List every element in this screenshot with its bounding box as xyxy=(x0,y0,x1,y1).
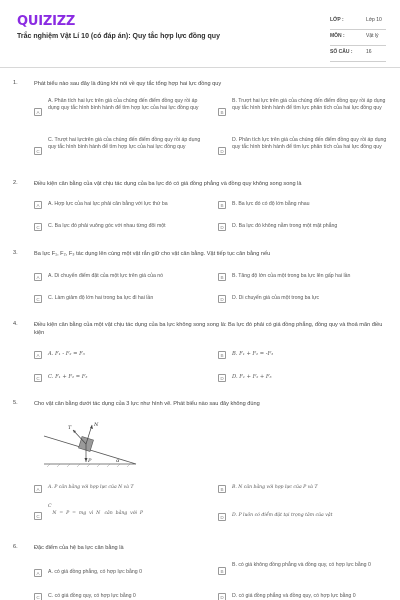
option-letter-box: A xyxy=(34,485,42,493)
option-text: C. Ba lực đó phải vuông góc với nhau từng đôi một xyxy=(48,223,166,229)
option-letter-box: D xyxy=(218,147,226,155)
label-t: T xyxy=(68,425,72,431)
label-n: N xyxy=(94,422,99,428)
option-letter-box: C xyxy=(34,295,42,303)
meta-label: MÔN : xyxy=(330,33,345,39)
option-letter-box: A xyxy=(34,569,42,577)
option-letter-box: D xyxy=(218,223,226,231)
option-6c[interactable] xyxy=(34,590,204,600)
option-letter-box: A xyxy=(34,351,42,359)
meta-table xyxy=(330,14,386,62)
option-letter-box: D xyxy=(218,374,226,382)
option-4a[interactable] xyxy=(34,348,204,363)
meta-label: LỚP : xyxy=(330,17,344,23)
option-3c[interactable] xyxy=(34,292,204,307)
option-text: B. Tăng độ lớn của một trong ba lực lên gấp hai lần xyxy=(232,273,351,279)
option-2c[interactable] xyxy=(34,220,204,235)
question-number: 1. xyxy=(13,80,18,86)
meta-row-subject xyxy=(330,30,386,46)
question-stem: Cho vật cân bằng dưới tác dụng của 3 lực như hình vẽ. Phát biểu nào sau đây không đúng xyxy=(34,401,260,407)
option-letter-box: A xyxy=(34,273,42,281)
option-letter-box: C xyxy=(34,147,42,155)
option-letter-box: D xyxy=(218,513,226,521)
option-text: C. Làm giảm độ lớn hai trong ba lực đi hai lần xyxy=(48,295,154,301)
question-stem: Điều kiện cân bằng của vật chịu tác dụng của ba lực đó có giá đồng phẳng và đồng quy không song song là xyxy=(34,181,302,187)
question-number: 4. xyxy=(13,321,18,327)
option-letter-box: B xyxy=(218,485,226,493)
question-stem: Điều kiện cân bằng của một vật chịu tác dụng của ba lực không song song là: Ba lực đó phải có giá đồng phẳng, đồng quy và thoả mãn điều kiện xyxy=(34,322,383,336)
option-2b[interactable] xyxy=(218,198,388,213)
incline-hatch xyxy=(47,464,130,467)
option-letter-box: B xyxy=(218,108,226,116)
option-text: A. Phân tích hai lực trên giá của chúng đến điểm đồng quy rồi áp dụng quy tắc hình bình hành để tìm hợp lực của hai lực đồng quy xyxy=(48,98,199,111)
question-stem: Phát biểu nào sau đây là đúng khi nói về quy tắc tổng hợp hai lực đồng quy xyxy=(34,81,222,87)
label-alpha: α xyxy=(116,458,120,464)
option-text: D. P luôn có điểm đặt tại trọng tâm của vật xyxy=(232,513,333,518)
option-4d[interactable] xyxy=(218,371,388,386)
option-letter-box: C xyxy=(34,512,42,520)
option-4b[interactable] xyxy=(218,348,388,363)
option-letter-box: A xyxy=(34,108,42,116)
meta-value: Vật lý xyxy=(366,33,379,39)
option-text: D. có giá đồng phẳng và đồng quy, có hợp lực bằng 0 xyxy=(232,593,356,599)
option-5c[interactable] xyxy=(34,504,204,528)
option-letter-box: D xyxy=(218,295,226,303)
option-text: D. Ba lực đó không nằm trong một mặt phẳng xyxy=(232,223,338,229)
option-letter-box: B xyxy=(218,351,226,359)
question-number: 2. xyxy=(13,180,18,186)
option-letter-box: C xyxy=(34,593,42,600)
option-5b[interactable] xyxy=(218,482,388,497)
force-f3: F₃ xyxy=(68,251,75,257)
quizizz-logo[interactable]: QUIZIZZ xyxy=(17,14,76,29)
option-letter-box: C xyxy=(34,223,42,231)
meta-row-count xyxy=(330,46,386,62)
meta-value: Lớp 10 xyxy=(366,17,382,23)
option-1b[interactable] xyxy=(218,98,388,126)
option-text: B. N cân bằng với hợp lực của P và T xyxy=(232,485,318,490)
question-number: 5. xyxy=(13,400,18,406)
option-6d[interactable] xyxy=(218,590,388,600)
question-number: 3. xyxy=(13,250,18,256)
question-stem: Đặc điểm của hệ ba lực cân bằng là xyxy=(34,545,124,551)
option-text: D. F₁ + F₂ + F₃ xyxy=(232,374,272,380)
meta-label: SỐ CÂU : xyxy=(330,49,353,55)
option-text: A. Hợp lực của hai lực phải cân bằng với lực thứ ba xyxy=(48,201,168,207)
incline-force-diagram xyxy=(40,420,140,468)
option-text: D. Di chuyển giá của một trong ba lực xyxy=(232,295,320,301)
option-text: B. có giá không đồng phẳng và đồng quy, có hợp lực bằng 0 xyxy=(232,562,371,568)
option-1d[interactable] xyxy=(218,137,388,165)
option-text: D. Phân tích lực trên giá của chúng đến điểm đồng quy rồi áp dụng quy tắc hình bình hành để tìm lực phân tích của hai lực đồng quy xyxy=(232,137,387,150)
option-text: B. F₁ + F₂ = -F₃ xyxy=(232,351,274,357)
page-title: Trắc nghiệm Vật Lí 10 (có đáp án): Quy tắc hợp lực đồng quy xyxy=(17,33,220,40)
option-3d[interactable] xyxy=(218,292,388,307)
option-5a[interactable] xyxy=(34,482,204,497)
option-letter-box: C xyxy=(34,374,42,382)
force-f1: F₁ xyxy=(51,251,58,257)
option-6b[interactable] xyxy=(218,562,388,580)
force-f2: F₂ xyxy=(60,251,66,257)
meta-row-class xyxy=(330,14,386,30)
option-3b[interactable] xyxy=(218,270,388,285)
option-4c[interactable] xyxy=(34,371,204,386)
option-3a[interactable] xyxy=(34,270,204,285)
meta-value: 16 xyxy=(366,49,372,55)
option-text: A. P cân bằng với hợp lực của N và T xyxy=(48,485,134,490)
option-text: C. Trượt hai lựctrên giá của chúng đến điểm đồng quy rồi áp dụng quy tắc hình bình hành để tìm hợp lực của hai lực đồng quy xyxy=(48,137,201,150)
option-2d[interactable] xyxy=(218,220,388,235)
option-1a[interactable] xyxy=(34,98,204,126)
worksheet-header xyxy=(0,0,400,66)
option-text: B. Trượt hai lực trên giá của chúng đến điểm đồng quy rồi áp dụng quy tắc hình bình hành để tìm lực phân tích của hai lực đồng quy xyxy=(232,98,386,111)
option-text: C. có giá đồng quy, có hợp lực bằng 0 xyxy=(48,593,136,599)
option-text: A. Di chuyển điểm đặt của một lực trên giá của nó xyxy=(48,273,164,279)
option-6a[interactable] xyxy=(34,566,204,581)
option-letter-box: B xyxy=(218,201,226,209)
option-text: A. F₁ - F₂ = F₃ xyxy=(48,351,85,357)
question-number: 6. xyxy=(13,544,18,550)
header-divider xyxy=(0,67,400,68)
option-2a[interactable] xyxy=(34,198,204,213)
option-text: C N = P = mg vì N cân bằng với P xyxy=(48,504,144,516)
option-text: B. Ba lực đó có độ lớn bằng nhau xyxy=(232,201,310,207)
option-letter-box: B xyxy=(218,273,226,281)
option-letter-box: D xyxy=(218,593,226,600)
option-letter-box: B xyxy=(218,567,226,575)
option-1c[interactable] xyxy=(34,137,204,165)
option-text: C. F₁ + F₂ = F₃ xyxy=(48,374,88,380)
option-5d[interactable] xyxy=(218,510,388,525)
label-p: P xyxy=(88,458,92,464)
option-text: A. có giá đồng phẳng, có hợp lực bằng 0 xyxy=(48,569,142,575)
option-letter-box: A xyxy=(34,201,42,209)
question-stem: Ba lực F₁, F₂, F₃ tác dụng lên cùng một vật rắn giữ cho vật cân bằng. Vật tiếp tục cân bằng nếu xyxy=(34,251,271,257)
